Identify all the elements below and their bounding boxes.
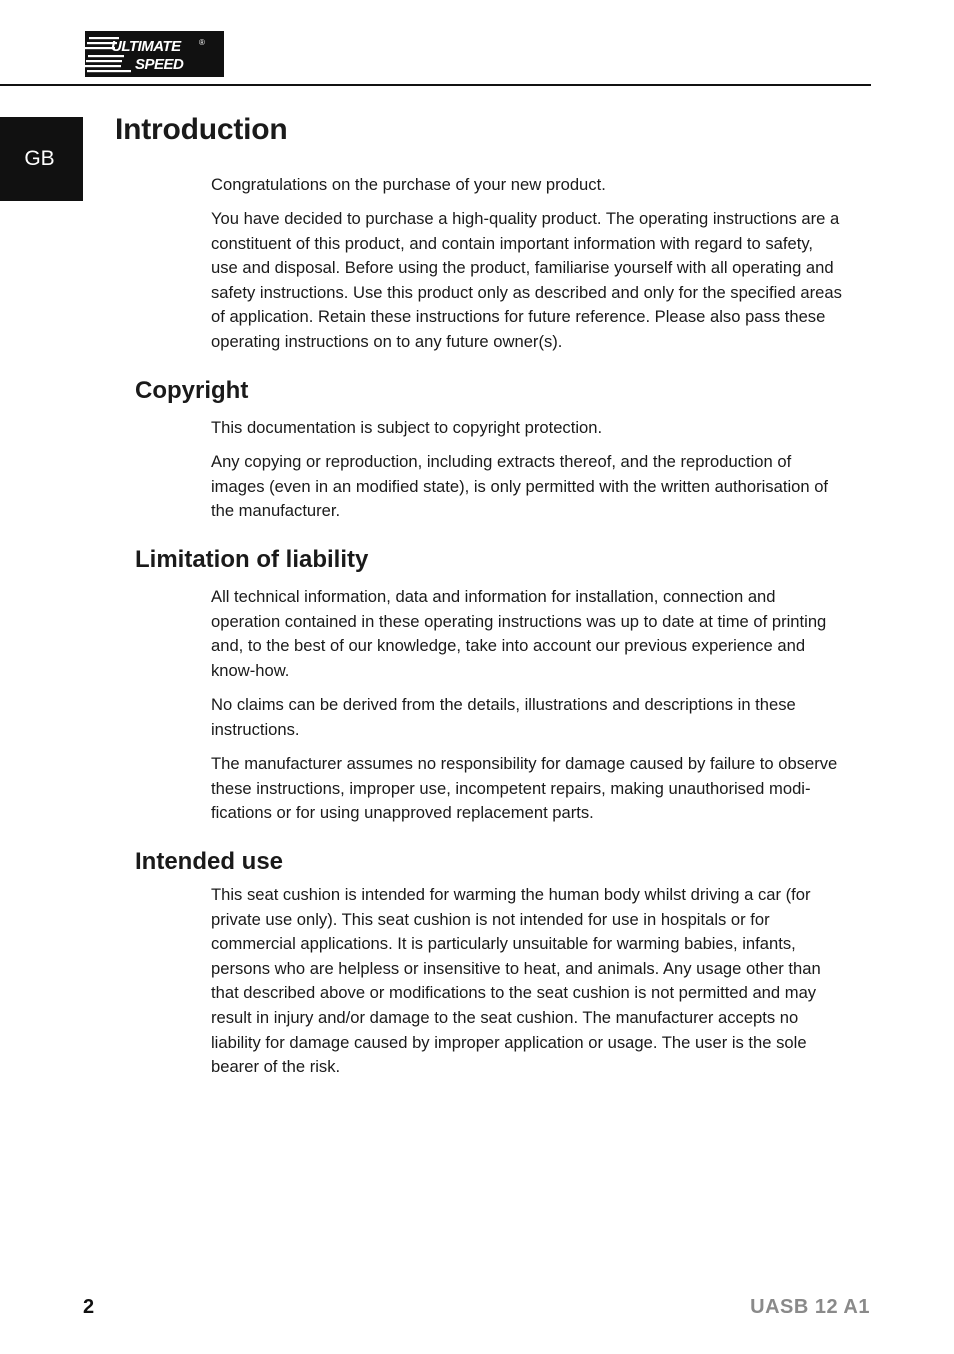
intended-use-heading: Intended use: [135, 848, 284, 875]
intro-paragraph-1: Congratulations on the purchase of your new product.: [211, 175, 606, 194]
copyright-paragraph-1: This documentation is subject to copyright protection.: [211, 418, 603, 437]
page-title: Introduction: [115, 113, 288, 146]
intro-paragraph-2: You have decided to purchase a high-quality product. The operating instructions are a constituent of this product, and contain important information with regard to safety, use and disposal. Before using the product, familiarise yourself with all operating and safety instructions. Use this product only as described and only for the specified areas of application. Retain these instructions for future reference. Please also pass these operating instructions on to any future owner(s).: [211, 209, 842, 351]
liability-paragraph-1: All technical information, data and information for installation, connection and operation contained in these operating instructions was up to date at time of printing and, to the best of our knowledge, take into account our previous experience and know-how.: [211, 587, 827, 680]
logo-line2: SPEED: [135, 56, 184, 73]
logo-registered-mark: ®: [199, 38, 205, 47]
intended-use-paragraph: This seat cushion is intended for warming the human body whilst driving a car (for private use only). This seat cushion is not intended for use in hospitals or for commercial applications. It is particularly unsuitable for warming babies, infants, persons who are helpless or insensitive to heat, and animals. Any usage other than that described above or modifications to the seat cushion is not permitted and may result in injury and/or damage to the seat cushion. The manufacturer accepts no liability for damage caused by improper application or usage. The user is the sole bearer of the risk.: [211, 885, 821, 1077]
liability-paragraph-2: No claims can be derived from the details, illustrations and descriptions in these instructions.: [211, 695, 796, 739]
header-rule: [0, 84, 871, 86]
page-number: 2: [83, 1296, 95, 1318]
copyright-paragraph-2: Any copying or reproduction, including extracts thereof, and the reproduction of images (even in an modified state), is only permitted with the written authorisation of the manufacturer.: [211, 452, 829, 521]
copyright-heading: Copyright: [135, 377, 249, 404]
language-tab: GB: [0, 117, 83, 201]
model-number: UASB 12 A1: [750, 1296, 870, 1318]
brand-logo: [85, 31, 224, 77]
liability-heading: Limitation of liability: [135, 546, 369, 573]
logo-graphic: [85, 31, 224, 77]
liability-paragraph-3: The manufacturer assumes no responsibility for damage caused by failure to observe these instructions, improper use, incompetent repairs, making unauthorised modifications or for using unapproved replacement parts.: [211, 754, 838, 823]
logo-line1: ULTIMATE: [111, 38, 181, 55]
